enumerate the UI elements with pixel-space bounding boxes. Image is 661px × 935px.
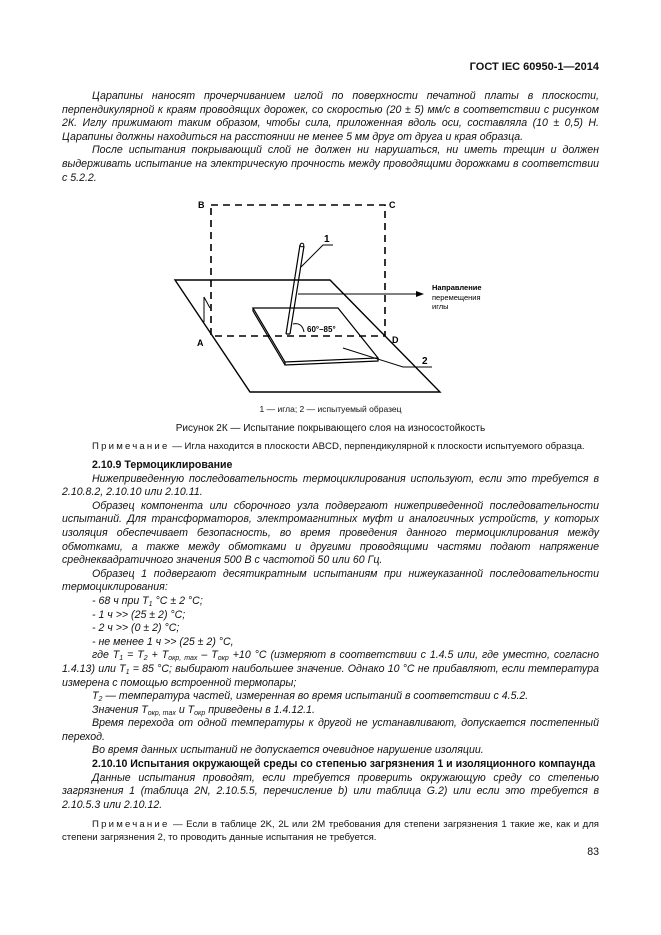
figure-2k-diagram: [170, 190, 500, 430]
arrowhead: [416, 291, 424, 297]
paragraph: Данные испытания проводят, если требуется проверить окружающую среду со степенью загрязнения 1 (таблица 2N, 2.10.5.5, перечисление b) или таблица G.2) или если это требуется в 2.10.5.3 или 2.10.12.: [62, 771, 599, 811]
base-plane: [175, 280, 440, 392]
paragraph: Образец 1 подвергают десятикратным испытаниям при нижеуказанной последовательности термоциклирования:: [62, 567, 599, 594]
direction-label-1: Направление: [432, 283, 482, 292]
list-item: - 1 ч >> (25 ± 2) °C;: [92, 608, 186, 621]
note: Примечание — Игла находится в плоскости ABCD, перпендикулярной к плоскости испытуемого образца.: [92, 441, 585, 452]
page-number: 83: [587, 846, 599, 858]
leader-2: [343, 348, 432, 367]
figure-legend: 1 — игла; 2 — испытуемый образец: [259, 404, 402, 414]
leader-1: [301, 245, 333, 267]
paragraph: После испытания покрывающий слой не должен ни нарушаться, ни иметь трещин и должен выдерживать испытание на электрическую прочность между проводящими дорожками в соответствии с 5.2.2.: [62, 144, 599, 184]
formula-paragraph: где $T_1 = T_2 + T_{окр, max} - T_{окр} +10$ °C (измеряют в соответствии с 1.4.5 или, где уместно, согласно 1.4.13) или $T_1 = 85$ °C; выбирают наибольшее значение. Однако 10 °C не прибавляют, если температура измерена с помощью встроенной термопары;: [62, 649, 600, 689]
direction-label-3: иглы: [432, 302, 449, 311]
angle-label: 60°–85°: [307, 325, 336, 334]
paragraph: Во время данных испытаний не допускается очевидное нарушение изоляции.: [92, 744, 484, 757]
main-section: [62, 440, 599, 844]
section-heading-2-10-10: 2.10.10 Испытания окружающей среды со степенью загрязнения 1 и изоляционного компаунда: [92, 758, 596, 771]
label-a: A: [197, 338, 204, 348]
label-1: 1: [324, 234, 330, 245]
note-label: Примечание: [92, 819, 170, 831]
needle: [286, 245, 304, 334]
label-d: D: [392, 335, 399, 345]
intro-section: [62, 90, 599, 185]
list-item: - не менее 1 ч >> (25 ± 2) °C,: [92, 635, 234, 648]
section-heading-2-10-9: 2.10.9 Термоциклирование: [92, 459, 233, 471]
paragraph: Нижеприведенную последовательность термоциклирования используют, если это требуется в 2.10.8.2, 2.10.10 или 2.10.11.: [62, 472, 599, 499]
list-item: - 68 ч при $T_1$ °C ± 2 °C;: [92, 594, 203, 608]
label-2: 2: [422, 356, 428, 367]
label-b: B: [198, 200, 205, 210]
note-label: Примечание: [92, 441, 170, 452]
t2-definition: $T_2$ — температура частей, измеренная во время испытаний в соответствии с 4.5.2.: [92, 690, 529, 704]
list-item: - 2 ч >> (0 ± 2) °C;: [92, 622, 180, 635]
direction-label-2: перемещения: [432, 293, 481, 302]
label-c: C: [389, 200, 396, 210]
dashed-plane-abcd: [211, 205, 385, 336]
document-header: ГОСТ IEC 60950-1—2014: [469, 61, 599, 73]
figure-caption: Рисунок 2К — Испытание покрывающего слоя на износостойкость: [175, 423, 486, 434]
values-paragraph: Значения $T_{окр, max}$ и $T_{окр}$ приведены в 1.4.12.1.: [92, 703, 315, 717]
angle-arc: [293, 324, 304, 332]
paragraph: Царапины наносят прочерчиванием иглой по поверхности печатной платы в плоскости, перпендикулярной к краям проводящих дорожек, со скоростью (20 ± 5) мм/с в соответствии с рисунком 2К. Иглу прижимают таким образом, чтобы сила, приложенная вдоль оси, составляла (10 ± 0,5) Н. Царапины должны находиться на расстоянии не менее 5 мм друг от друга и края образца.: [62, 90, 599, 143]
vertical-mark: [204, 297, 210, 322]
paragraph: Образец компонента или сборочного узла подвергают нижеприведенной последовательности испытаний. Для трансформаторов, электромагнитных муфт и аналогичных устройств, у которых изоляция обеспечивает безопасность, во время проведения данного термоциклирования между обмотками, а также между обмотками и другими проводящими частями подают напряжение среднеквадратичного значения 500 В с частотой 50 или 60 Гц.: [62, 499, 599, 567]
paragraph: Время перехода от одной температуры к другой не устанавливают, допускается постепенный переход.: [62, 717, 599, 743]
note: Примечание — Если в таблице 2K, 2L или 2M требования для степени загрязнения 1 такие же, как и для степени загрязнения 2, то проводить данные испытания не требуется.: [62, 819, 599, 844]
